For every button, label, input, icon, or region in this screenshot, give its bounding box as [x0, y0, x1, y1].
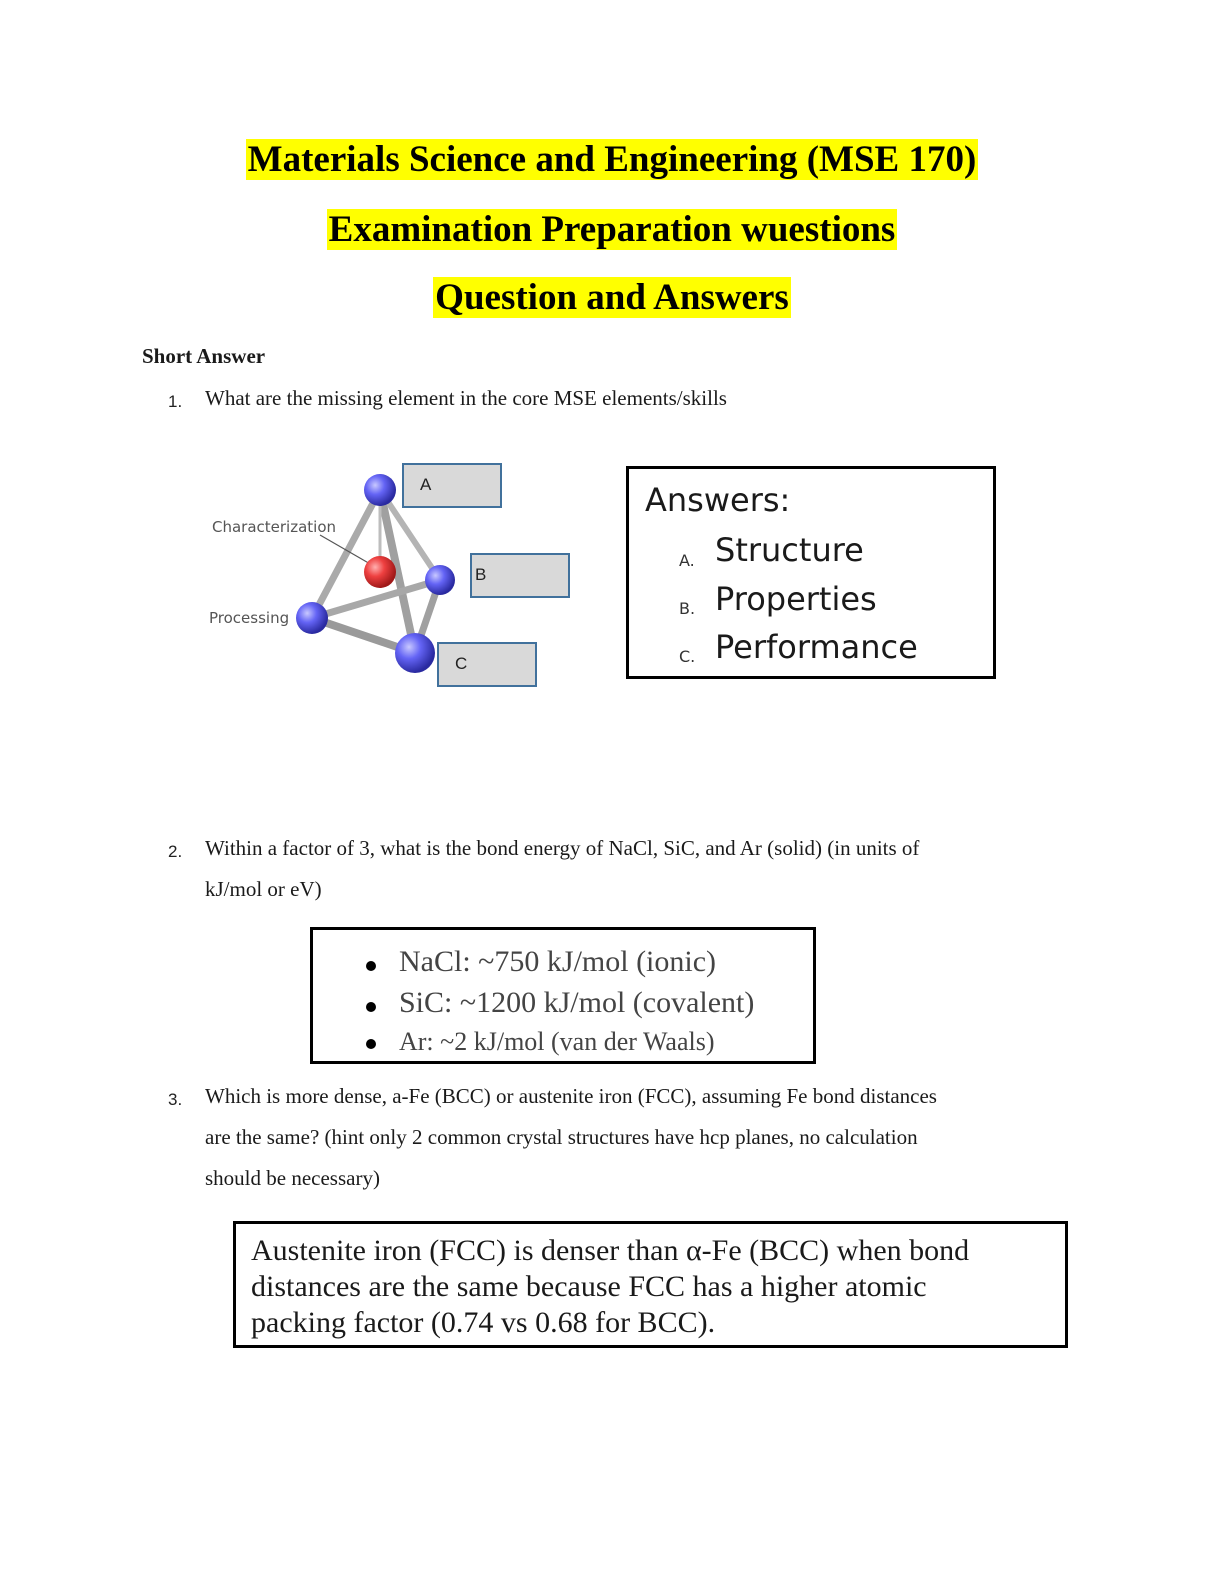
- top-sphere: [364, 474, 396, 506]
- title-line-2: [0, 208, 1224, 251]
- title-text-2: Examination Preparation wuestions: [328, 209, 896, 250]
- question-3-text-line-2: are the same? (hint only 2 common crystal structures have hcp planes, no calculation: [205, 1125, 918, 1149]
- label-box-c: C: [437, 642, 537, 687]
- title-text-3: Question and Answers: [435, 277, 789, 318]
- characterization-label: Characterization: [212, 518, 337, 536]
- answers-box-q2: [310, 927, 816, 1064]
- answers-heading: Answers:: [645, 481, 791, 519]
- section-heading: Short Answer: [142, 344, 266, 368]
- answer-b-letter: B.: [679, 599, 696, 618]
- answer-ar: Ar: ~2 kJ/mol (van der Waals): [399, 1027, 715, 1056]
- bullet-3: [366, 1039, 376, 1049]
- question-3-text-line-3: should be necessary): [205, 1166, 380, 1190]
- answers-box-q1: [626, 466, 996, 679]
- title-text-1: Materials Science and Engineering (MSE 170): [247, 139, 977, 180]
- question-3-number: 3.: [168, 1090, 183, 1109]
- label-box-b: B: [470, 553, 570, 598]
- bullet-2: [366, 1002, 376, 1012]
- answer-q3-line-1: Austenite iron (FCC) is denser than α-Fe (BCC) when bond: [251, 1234, 970, 1267]
- answer-sic: SiC: ~1200 kJ/mol (covalent): [399, 986, 755, 1019]
- right-sphere: [425, 565, 455, 595]
- question-2-text-line-2: kJ/mol or eV): [205, 877, 322, 901]
- processing-label: Processing: [209, 609, 290, 627]
- answer-b-text: Properties: [715, 580, 877, 618]
- answer-a-letter: A.: [679, 551, 695, 570]
- question-2-text-line-1: Within a factor of 3, what is the bond energy of NaCl, SiC, and Ar (solid) (in units of: [205, 836, 920, 860]
- label-box-a: A: [402, 463, 502, 508]
- center-sphere: [364, 556, 396, 588]
- bottom-sphere: [395, 633, 435, 673]
- question-1-number: 1.: [168, 392, 183, 411]
- answers-box-q3: [233, 1221, 1068, 1348]
- question-2-number: 2.: [168, 842, 183, 861]
- answer-c-letter: C.: [679, 647, 696, 666]
- answer-q3-line-2: distances are the same because FCC has a higher atomic: [251, 1270, 927, 1303]
- title-line-1: [0, 138, 1224, 181]
- answer-q3-line-3: packing factor (0.74 vs 0.68 for BCC).: [251, 1306, 716, 1339]
- question-3-text-line-1: Which is more dense, a-Fe (BCC) or austenite iron (FCC), assuming Fe bond distances: [205, 1084, 937, 1108]
- answer-nacl: NaCl: ~750 kJ/mol (ionic): [399, 945, 717, 978]
- question-1-text: What are the missing element in the core MSE elements/skills: [205, 386, 727, 410]
- processing-sphere: [296, 602, 328, 634]
- answer-a-text: Structure: [715, 531, 864, 569]
- title-line-3: [0, 276, 1224, 319]
- answer-c-text: Performance: [715, 628, 918, 666]
- bullet-1: [366, 961, 376, 971]
